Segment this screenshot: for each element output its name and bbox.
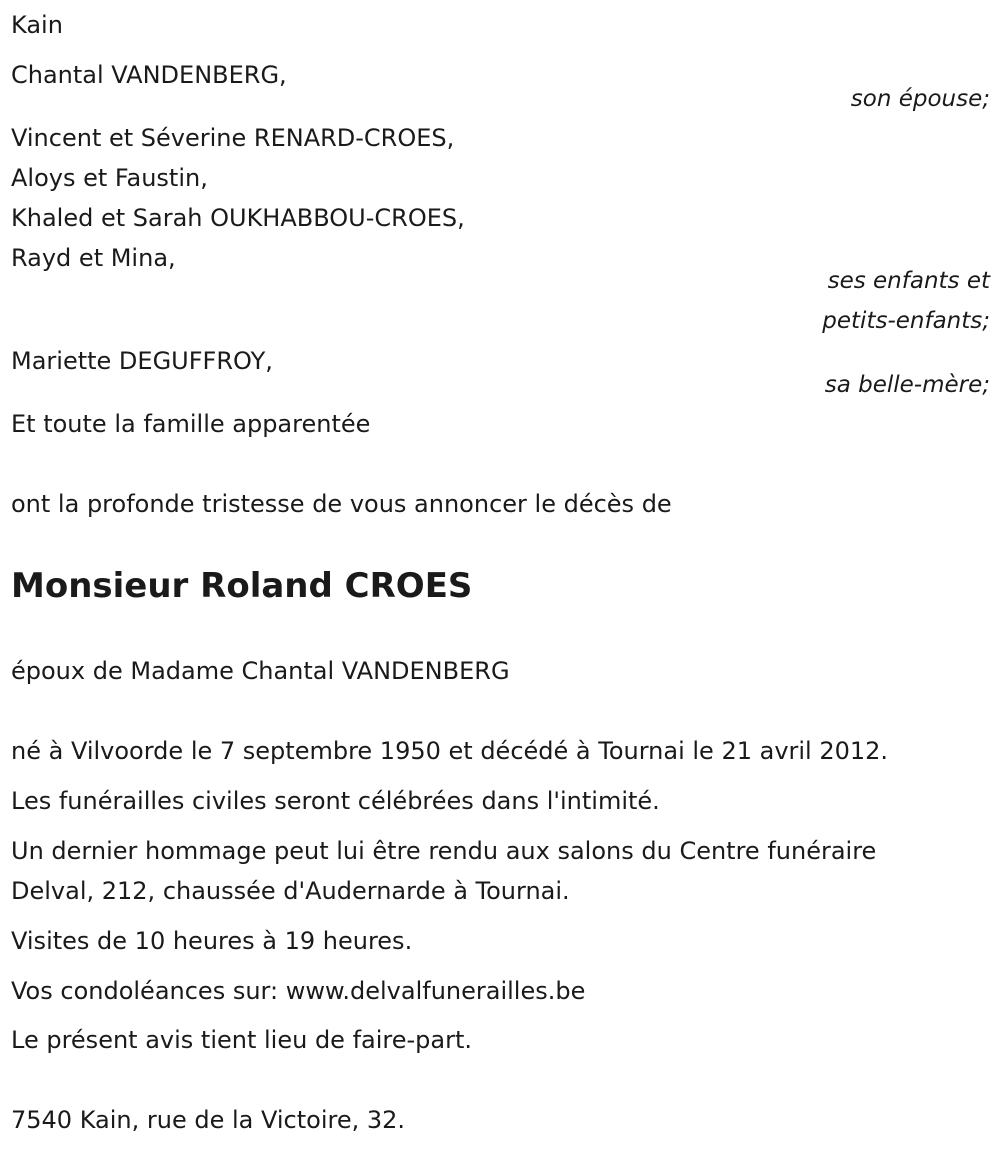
- visits-text: Visites de 10 heures à 19 heures.: [11, 927, 413, 955]
- child-entry: Rayd et Mina,: [11, 244, 176, 272]
- child-entry: Aloys et Faustin,: [11, 164, 208, 192]
- extended-family: Et toute la famille apparentée: [11, 410, 371, 438]
- spouse-name: Chantal VANDENBERG,: [11, 61, 287, 89]
- children-role-continued: petits-enfants;: [822, 308, 990, 334]
- child-entry: Khaled et Sarah OUKHABBOU-CROES,: [11, 204, 465, 232]
- spouse-of-text: époux de Madame Chantal VANDENBERG: [11, 657, 510, 685]
- children-role: ses enfants et: [827, 268, 990, 294]
- spouse-role: son épouse;: [850, 86, 990, 112]
- announcement-text: ont la profonde tristesse de vous annoncer le décès de: [11, 490, 672, 518]
- child-entry: Vincent et Séverine RENARD-CROES,: [11, 124, 455, 152]
- deceased-name: Monsieur Roland CROES: [11, 566, 473, 606]
- mother-in-law-role: sa belle-mère;: [824, 372, 990, 398]
- location-heading: Kain: [11, 11, 63, 39]
- homage-text: Un dernier hommage peut lui être rendu aux salons du Centre funéraire: [11, 837, 877, 865]
- condolences-text: Vos condoléances sur: www.delvalfunerailles.be: [11, 977, 586, 1005]
- birth-death-text: né à Vilvoorde le 7 septembre 1950 et décédé à Tournai le 21 avril 2012.: [11, 737, 889, 765]
- homage-text-continued: Delval, 212, chaussée d'Audernarde à Tournai.: [11, 877, 570, 905]
- funeral-text: Les funérailles civiles seront célébrées dans l'intimité.: [11, 787, 660, 815]
- address-text: 7540 Kain, rue de la Victoire, 32.: [11, 1106, 406, 1134]
- mother-in-law-name: Mariette DEGUFFROY,: [11, 347, 273, 375]
- notice-text: Le présent avis tient lieu de faire-part.: [11, 1026, 473, 1054]
